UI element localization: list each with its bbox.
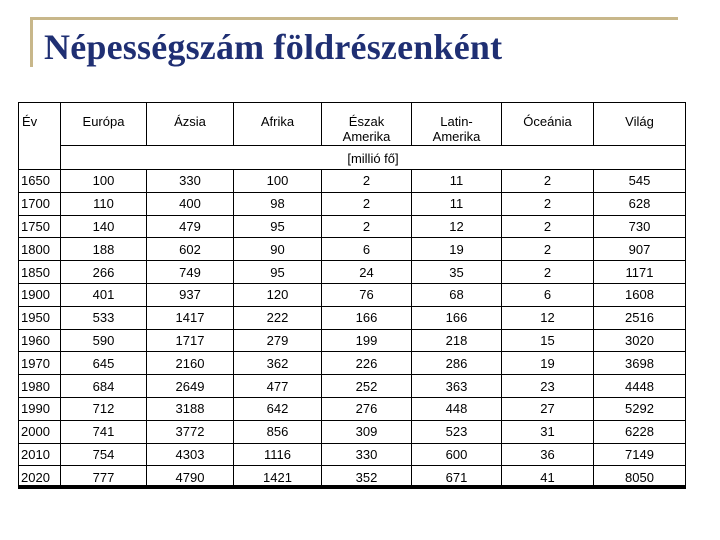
cell-asia: 2649 [147, 375, 234, 398]
cell-world: 1608 [594, 283, 686, 306]
cell-asia: 1717 [147, 329, 234, 352]
header-oceania: Óceánia [502, 103, 594, 146]
cell-year: 1800 [19, 238, 61, 261]
cell-world: 3698 [594, 352, 686, 375]
cell-north-america: 24 [322, 261, 412, 284]
cell-europe: 140 [61, 215, 147, 238]
header-row [19, 103, 686, 146]
cell-oceania: 12 [502, 306, 594, 329]
cell-world: 7149 [594, 443, 686, 466]
cell-europe: 777 [61, 466, 147, 489]
cell-latin-america: 448 [412, 397, 502, 420]
cell-latin-america: 166 [412, 306, 502, 329]
cell-world: 730 [594, 215, 686, 238]
cell-asia: 1417 [147, 306, 234, 329]
header-latin-america [412, 103, 502, 146]
cell-world: 3020 [594, 329, 686, 352]
cell-latin-america: 35 [412, 261, 502, 284]
table-body [19, 170, 686, 489]
cell-europe: 188 [61, 238, 147, 261]
cell-world: 1171 [594, 261, 686, 284]
header-year: Év [19, 103, 61, 170]
cell-year: 1750 [19, 215, 61, 238]
side-accent-rule [30, 17, 33, 67]
cell-oceania: 27 [502, 397, 594, 420]
cell-asia: 330 [147, 170, 234, 193]
cell-oceania: 2 [502, 215, 594, 238]
cell-year: 2020 [19, 466, 61, 489]
cell-year: 1900 [19, 283, 61, 306]
cell-year: 1850 [19, 261, 61, 284]
cell-asia: 2160 [147, 352, 234, 375]
cell-latin-america: 286 [412, 352, 502, 375]
cell-latin-america: 600 [412, 443, 502, 466]
cell-year: 1980 [19, 375, 61, 398]
cell-year: 2000 [19, 420, 61, 443]
header-latin-america-line2: Amerika [432, 129, 481, 144]
cell-oceania: 36 [502, 443, 594, 466]
cell-oceania: 6 [502, 283, 594, 306]
cell-latin-america: 218 [412, 329, 502, 352]
cell-world: 5292 [594, 397, 686, 420]
cell-europe: 266 [61, 261, 147, 284]
cell-africa: 95 [234, 215, 322, 238]
table-row [19, 215, 686, 238]
cell-year: 1700 [19, 192, 61, 215]
cell-north-america: 199 [322, 329, 412, 352]
cell-north-america: 226 [322, 352, 412, 375]
cell-latin-america: 11 [412, 170, 502, 193]
cell-africa: 642 [234, 397, 322, 420]
cell-north-america: 352 [322, 466, 412, 489]
cell-year: 2010 [19, 443, 61, 466]
cell-oceania: 2 [502, 170, 594, 193]
table-row [19, 443, 686, 466]
table-row [19, 192, 686, 215]
table-row [19, 397, 686, 420]
cell-africa: 222 [234, 306, 322, 329]
cell-latin-america: 671 [412, 466, 502, 489]
cell-asia: 4303 [147, 443, 234, 466]
cell-africa: 120 [234, 283, 322, 306]
cell-asia: 602 [147, 238, 234, 261]
table-row [19, 420, 686, 443]
top-accent-rule [30, 17, 678, 20]
cell-europe: 100 [61, 170, 147, 193]
cell-world: 8050 [594, 466, 686, 489]
cell-oceania: 31 [502, 420, 594, 443]
cell-africa: 95 [234, 261, 322, 284]
unit-row [19, 146, 686, 170]
slide-title: Népességszám földrészenként [44, 27, 503, 67]
cell-north-america: 2 [322, 215, 412, 238]
cell-north-america: 309 [322, 420, 412, 443]
table-row [19, 352, 686, 375]
table-row [19, 283, 686, 306]
table-row [19, 329, 686, 352]
cell-europe: 684 [61, 375, 147, 398]
header-africa: Afrika [234, 103, 322, 146]
cell-asia: 479 [147, 215, 234, 238]
cell-africa: 362 [234, 352, 322, 375]
cell-asia: 3188 [147, 397, 234, 420]
cell-year: 1970 [19, 352, 61, 375]
cell-oceania: 19 [502, 352, 594, 375]
table-row [19, 306, 686, 329]
cell-oceania: 41 [502, 466, 594, 489]
cell-europe: 645 [61, 352, 147, 375]
table-row [19, 261, 686, 284]
cell-africa: 90 [234, 238, 322, 261]
cell-africa: 98 [234, 192, 322, 215]
cell-north-america: 252 [322, 375, 412, 398]
cell-world: 2516 [594, 306, 686, 329]
cell-year: 1650 [19, 170, 61, 193]
header-asia: Ázsia [147, 103, 234, 146]
cell-asia: 4790 [147, 466, 234, 489]
cell-europe: 741 [61, 420, 147, 443]
cell-oceania: 2 [502, 261, 594, 284]
cell-latin-america: 523 [412, 420, 502, 443]
bottom-rule [18, 485, 685, 488]
cell-asia: 937 [147, 283, 234, 306]
table-row [19, 375, 686, 398]
cell-latin-america: 11 [412, 192, 502, 215]
cell-oceania: 2 [502, 192, 594, 215]
cell-year: 1950 [19, 306, 61, 329]
cell-europe: 712 [61, 397, 147, 420]
cell-world: 545 [594, 170, 686, 193]
cell-north-america: 330 [322, 443, 412, 466]
cell-year: 1960 [19, 329, 61, 352]
cell-europe: 590 [61, 329, 147, 352]
cell-europe: 110 [61, 192, 147, 215]
cell-asia: 749 [147, 261, 234, 284]
cell-world: 6228 [594, 420, 686, 443]
header-north-america-line2: Amerika [342, 129, 391, 144]
cell-africa: 1421 [234, 466, 322, 489]
table-row [19, 170, 686, 193]
cell-north-america: 2 [322, 192, 412, 215]
cell-oceania: 23 [502, 375, 594, 398]
cell-world: 907 [594, 238, 686, 261]
cell-africa: 279 [234, 329, 322, 352]
cell-africa: 477 [234, 375, 322, 398]
cell-asia: 3772 [147, 420, 234, 443]
header-north-america [322, 103, 412, 146]
cell-north-america: 166 [322, 306, 412, 329]
header-europe: Európa [61, 103, 147, 146]
cell-latin-america: 19 [412, 238, 502, 261]
cell-europe: 754 [61, 443, 147, 466]
cell-europe: 533 [61, 306, 147, 329]
cell-world: 628 [594, 192, 686, 215]
cell-north-america: 76 [322, 283, 412, 306]
cell-world: 4448 [594, 375, 686, 398]
cell-latin-america: 12 [412, 215, 502, 238]
cell-north-america: 2 [322, 170, 412, 193]
header-world: Világ [594, 103, 686, 146]
cell-oceania: 2 [502, 238, 594, 261]
cell-year: 1990 [19, 397, 61, 420]
cell-asia: 400 [147, 192, 234, 215]
table-row [19, 238, 686, 261]
cell-north-america: 6 [322, 238, 412, 261]
cell-latin-america: 68 [412, 283, 502, 306]
cell-africa: 1116 [234, 443, 322, 466]
unit-label: [millió fő] [61, 146, 686, 170]
header-north-america-line1: Észak [348, 114, 385, 129]
cell-europe: 401 [61, 283, 147, 306]
header-latin-america-line1: Latin- [440, 114, 473, 129]
cell-africa: 856 [234, 420, 322, 443]
population-table [18, 102, 686, 489]
cell-africa: 100 [234, 170, 322, 193]
cell-oceania: 15 [502, 329, 594, 352]
cell-north-america: 276 [322, 397, 412, 420]
cell-latin-america: 363 [412, 375, 502, 398]
